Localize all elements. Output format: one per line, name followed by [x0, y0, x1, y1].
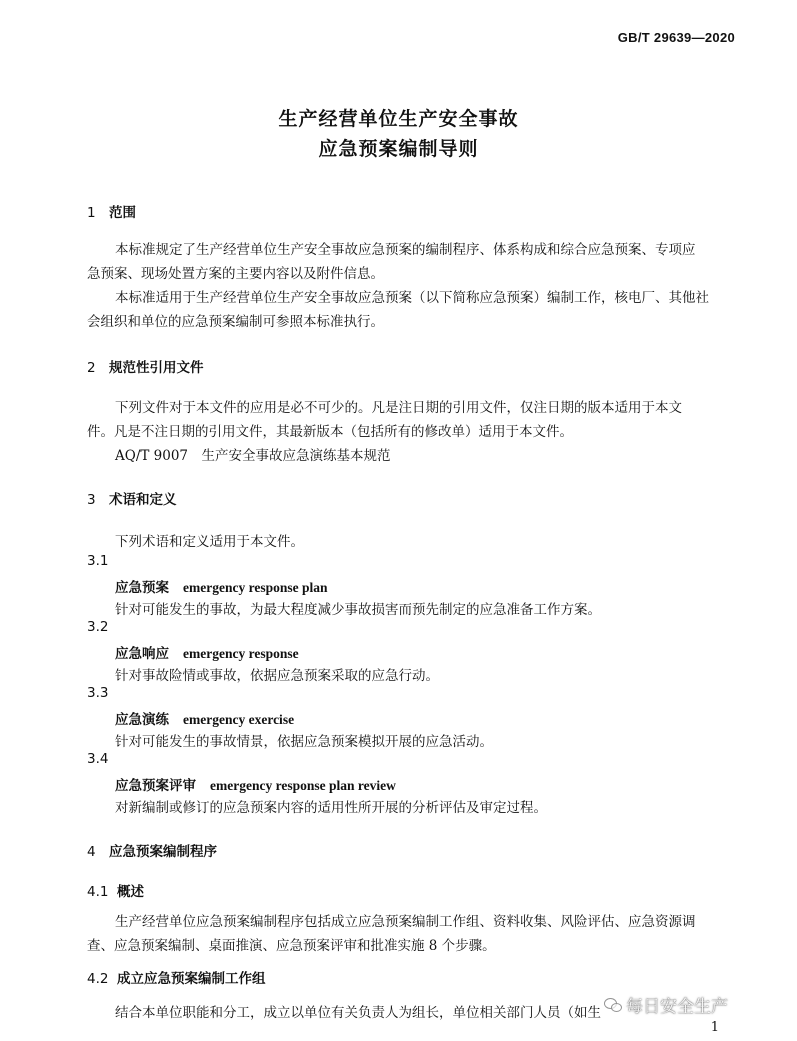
term-number: 3.3	[87, 685, 109, 701]
term-definition: 对新编制或修订的应急预案内容的适用性所开展的分析评估及审定过程。	[115, 800, 547, 816]
line: 查、应急预案编制、桌面推演、应急预案评审和批准实施 8 个步骤。	[87, 938, 496, 954]
line: 生产经营单位应急预案编制程序包括成立应急预案编制工作组、资料收集、风险评估、应急资源调	[115, 914, 696, 930]
section-title: 概述	[117, 884, 144, 900]
term-en: emergency response	[183, 646, 299, 661]
section-title: 成立应急预案编制工作组	[117, 971, 266, 987]
section-1-heading	[87, 201, 136, 221]
term-zh: 应急演练	[115, 712, 169, 728]
section-number: 3	[87, 492, 96, 508]
term-zh: 应急预案	[115, 580, 169, 596]
term-zh: 应急响应	[115, 646, 169, 662]
section-title: 规范性引用文件	[109, 360, 204, 376]
standard-code: GB/T 29639—2020	[617, 30, 735, 45]
section-4-1-heading	[87, 880, 144, 900]
line: 下列文件对于本文件的应用是必不可少的。凡是注日期的引用文件，仅注日期的版本适用于本文	[115, 400, 682, 416]
section-title: 术语和定义	[109, 492, 177, 508]
term-definition: 针对可能发生的事故，为最大程度减少事故损害而预先制定的应急准备工作方案。	[115, 602, 601, 618]
document-title-line2: 应急预案编制导则	[318, 138, 479, 160]
section-4-2-paragraph: 结合本单位职能和分工，成立以单位有关负责人为组长，单位相关部门人员（如生	[115, 1005, 601, 1021]
term-definition: 针对可能发生的事故情景，依据应急预案模拟开展的应急活动。	[115, 734, 493, 750]
term-en: emergency exercise	[183, 712, 295, 727]
section-number: 4.2	[87, 971, 109, 987]
line: 件。凡是不注日期的引用文件，其最新版本（包括所有的修改单）适用于本文件。	[87, 424, 573, 440]
page-number: 1	[710, 1020, 719, 1035]
section-title: 范围	[109, 205, 136, 221]
term-heading	[115, 774, 396, 794]
section-number: 1	[87, 205, 96, 221]
line: 急预案、现场处置方案的主要内容以及附件信息。	[87, 266, 384, 282]
term-number: 3.1	[87, 553, 109, 569]
normative-reference: AQ/T 9007 生产安全事故应急演练基本规范	[115, 448, 391, 464]
term-number: 3.4	[87, 751, 109, 767]
watermark	[604, 992, 728, 1017]
section-number: 2	[87, 360, 96, 376]
terms-intro: 下列术语和定义适用于本文件。	[115, 534, 304, 550]
section-1-paragraph-1	[87, 238, 747, 286]
section-title: 应急预案编制程序	[109, 844, 217, 860]
watermark-text: 每日安全生产	[626, 997, 728, 1017]
section-number: 4.1	[87, 884, 109, 900]
term-en: emergency response plan review	[210, 778, 396, 793]
section-4-heading	[87, 840, 217, 860]
wechat-icon	[604, 998, 622, 1012]
term-zh: 应急预案评审	[115, 778, 196, 794]
section-3-heading	[87, 488, 177, 508]
line: 会组织和单位的应急预案编制可参照本标准执行。	[87, 314, 384, 330]
section-1-paragraph-2	[87, 286, 747, 334]
section-4-1-paragraph	[87, 910, 747, 958]
section-2-heading	[87, 356, 204, 376]
term-definition: 针对事故险情或事故，依据应急预案采取的应急行动。	[115, 668, 439, 684]
section-4-2-heading	[87, 967, 266, 987]
line: 本标准适用于生产经营单位生产安全事故应急预案（以下简称应急预案）编制工作，核电厂、其他社	[115, 290, 709, 306]
term-heading	[115, 576, 328, 596]
term-heading	[115, 642, 299, 662]
term-en: emergency response plan	[183, 580, 328, 595]
section-number: 4	[87, 844, 96, 860]
document-title-line1: 生产经营单位生产安全事故	[278, 108, 519, 130]
line: 本标准规定了生产经营单位生产安全事故应急预案的编制程序、体系构成和综合应急预案、专项应	[115, 242, 696, 258]
section-2-paragraph-1	[87, 396, 747, 444]
term-number: 3.2	[87, 619, 109, 635]
term-heading	[115, 708, 294, 728]
